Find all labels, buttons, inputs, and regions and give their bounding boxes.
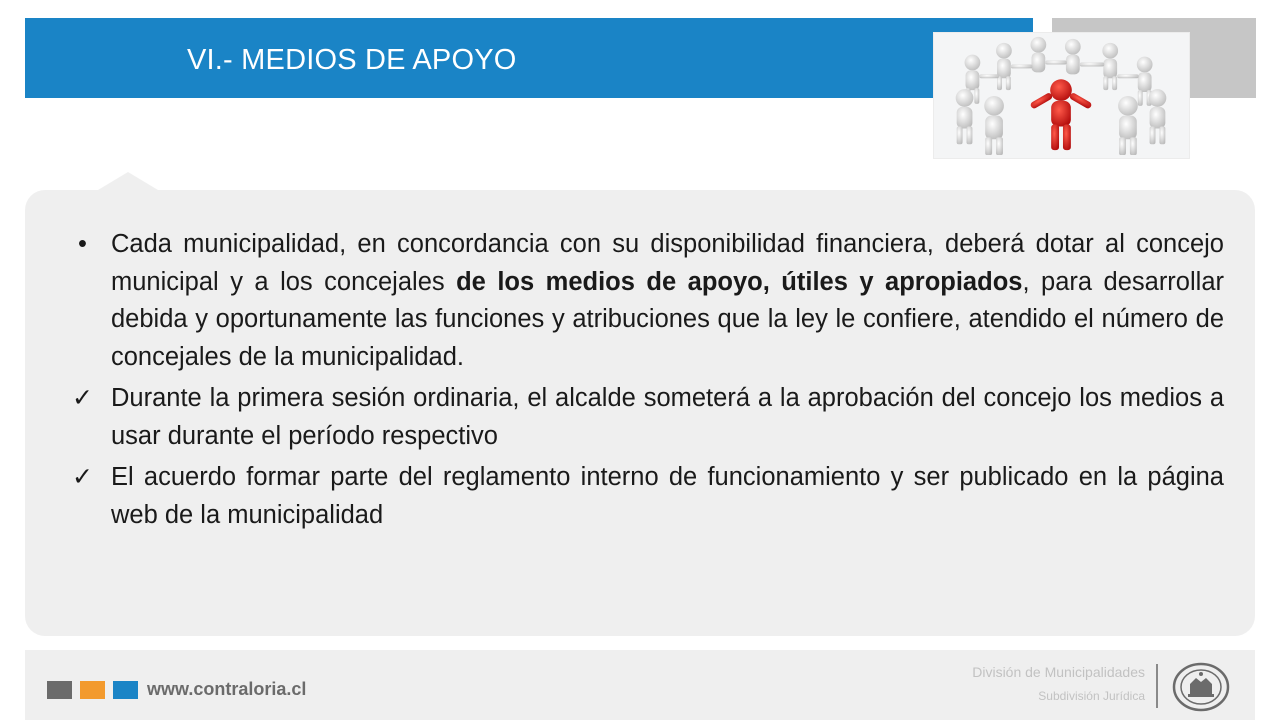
bullet-dot-icon: • <box>78 230 87 258</box>
bullet-item <box>72 459 1224 534</box>
bullet-text: Cada municipalidad, en concordancia con su disponibilidad financiera, deberá dotar al concejo municipal y a los concejales <box>111 230 1224 296</box>
bullet-text: El acuerdo formar parte del reglamento interno de funcionamiento y ser publicado en la página web de la municipalidad <box>111 463 1224 529</box>
division-label: División de Municipalidades <box>972 664 1145 680</box>
people-circle-leader-image <box>933 32 1190 159</box>
subdivision-label: Subdivisión Jurídica <box>1038 689 1145 703</box>
checkmark-icon: ✓ <box>72 463 93 491</box>
footer-square-orange <box>80 681 105 699</box>
checkmark-icon: ✓ <box>72 384 93 412</box>
title-bar <box>25 18 1033 98</box>
contraloria-seal-icon <box>1172 662 1230 712</box>
bullet-item <box>72 380 1224 455</box>
footer-square-blue <box>113 681 138 699</box>
content-panel-pointer <box>98 172 158 190</box>
website-link[interactable]: www.contraloria.cl <box>147 679 307 699</box>
bullet-text: Durante la primera sesión ordinaria, el alcalde someterá a la aprobación del concejo los medios a usar durante el período respectivo <box>111 384 1224 450</box>
footer-square-grey <box>47 681 72 699</box>
slide-title: VI.- MEDIOS DE APOYO <box>187 44 517 76</box>
bullet-text-bold: de los medios de apoyo, útiles y apropiados <box>456 267 1023 296</box>
bullet-text: , para desarrollar debida y oportunamente las funciones y atribuciones que la ley le confiere, atendido el número de concejales de la municipalidad. <box>111 267 1224 371</box>
bullet-item <box>72 226 1224 376</box>
footer-divider <box>1156 664 1158 708</box>
bullet-list <box>72 226 1224 538</box>
